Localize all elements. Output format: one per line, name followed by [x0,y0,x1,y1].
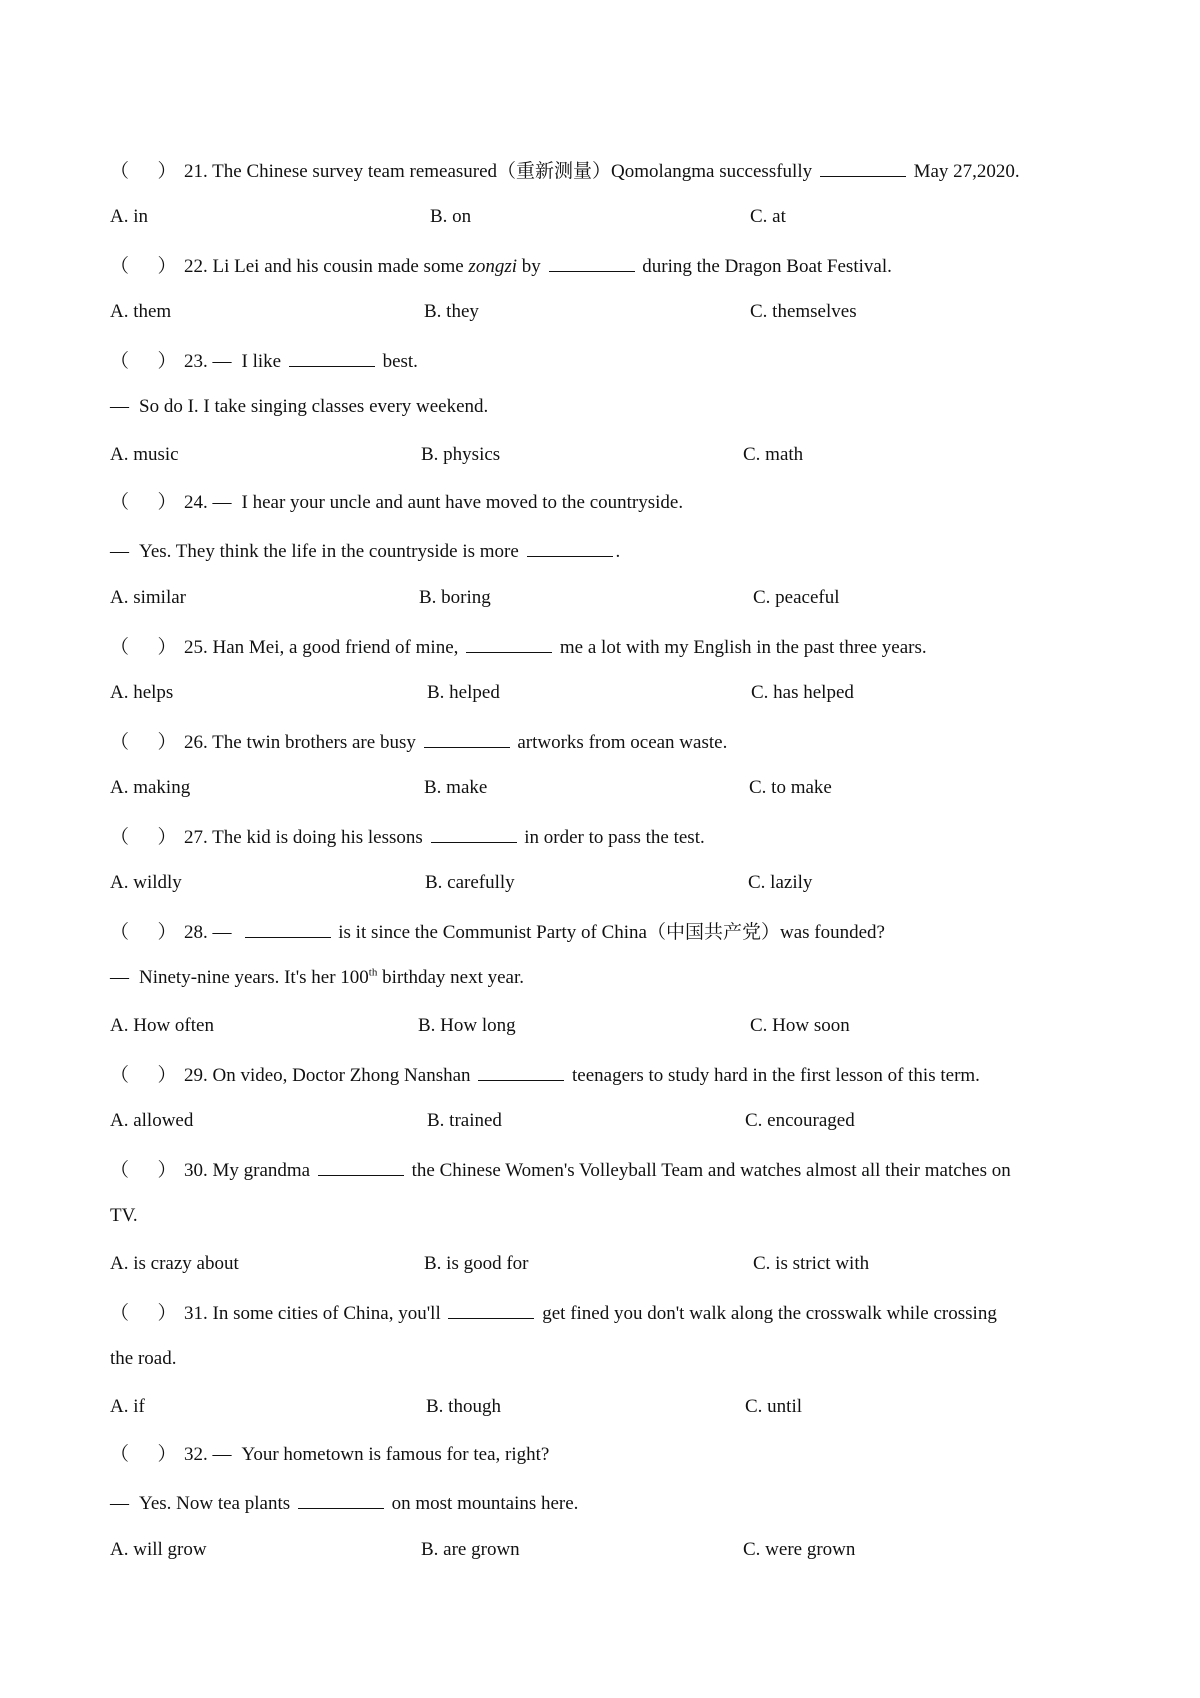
option-b[interactable]: B. trained [427,1110,502,1131]
option-b[interactable]: B. How long [418,1015,516,1036]
question-28 [110,919,885,945]
question-number: 22. [184,256,208,277]
answer-bracket[interactable]: （ ） [110,1160,177,1181]
question-25 [110,634,927,660]
question-32 [110,1443,549,1467]
option-a[interactable]: A. wildly [110,872,182,893]
question-27 [110,824,705,850]
reply-text: So do I. I take singing classes every weekend. [139,396,489,417]
option-a[interactable]: A. if [110,1396,145,1417]
option-b[interactable]: B. physics [421,444,501,465]
question-stem-end: the Chinese Women's Volleyball Team and watches almost all their matches on [411,1160,1011,1181]
answer-bracket[interactable]: （ ） [110,827,177,848]
dialogue-dash: — [212,1444,232,1465]
option-c[interactable]: C. has helped [751,682,854,703]
option-a[interactable]: A. is crazy about [110,1253,239,1274]
answer-blank [431,824,517,843]
answer-blank [478,1062,564,1081]
option-b[interactable]: B. is good for [424,1253,529,1274]
answer-bracket[interactable]: （ ） [110,732,177,753]
option-b[interactable]: B. helped [427,682,500,703]
question-30-wrap: TV. [110,1205,138,1226]
question-stem: In some cities of China, you'll [212,1303,441,1324]
option-c[interactable]: C. until [745,1396,803,1417]
answer-blank [466,634,552,653]
dialogue-dash: — [110,1493,129,1514]
answer-bracket[interactable]: （ ） [110,922,177,943]
dialogue-dash: — [110,541,129,562]
question-stem: The twin brothers are busy [212,732,416,753]
option-b[interactable]: B. though [426,1396,501,1417]
option-b[interactable]: B. on [430,206,472,227]
answer-blank [549,253,635,272]
answer-bracket[interactable]: （ ） [110,637,177,658]
option-a[interactable]: A. similar [110,587,186,608]
question-stem-end: May 27,2020. [913,161,1020,182]
dialogue-dash: — [110,396,129,417]
question-28-reply [110,966,524,990]
question-number: 28. [184,922,208,943]
question-stem-end: is it since the Communist Party of China（中国共产党）was founded? [338,922,885,943]
question-29 [110,1062,980,1088]
option-c[interactable]: C. themselves [750,301,857,322]
question-21 [110,158,1020,184]
question-22 [110,253,892,279]
question-italic-word: zongzi [468,256,517,277]
question-number: 26. [184,732,208,753]
question-31 [110,1300,997,1326]
answer-bracket[interactable]: （ ） [110,1303,177,1324]
answer-bracket[interactable]: （ ） [110,1444,177,1465]
option-a[interactable]: A. will grow [110,1539,207,1560]
option-c[interactable]: C. lazily [748,872,813,893]
answer-blank [245,919,331,938]
question-stem-end: artworks from ocean waste. [517,732,728,753]
option-c[interactable]: C. to make [749,777,832,798]
option-a[interactable]: A. music [110,444,179,465]
answer-blank [298,1490,384,1509]
answer-blank [527,538,613,557]
question-23-reply [110,395,488,419]
question-stem: Your hometown is famous for tea, right? [241,1444,550,1465]
question-number: 30. [184,1160,208,1181]
option-c[interactable]: C. peaceful [753,587,840,608]
reply-end: . [615,541,621,562]
option-a[interactable]: A. How often [110,1015,214,1036]
question-stem: Li Lei and his cousin made some [212,256,464,277]
question-number: 31. [184,1303,208,1324]
question-24-reply [110,538,620,564]
answer-bracket[interactable]: （ ） [110,256,177,277]
reply-end: on most mountains here. [391,1493,579,1514]
question-24 [110,491,683,515]
option-a[interactable]: A. them [110,301,172,322]
question-31-wrap: the road. [110,1348,177,1369]
question-stem: I like [241,351,282,372]
question-stem: I hear your uncle and aunt have moved to the countryside. [241,492,684,513]
option-c[interactable]: C. were grown [743,1539,856,1560]
option-c[interactable]: C. is strict with [753,1253,870,1274]
option-a[interactable]: A. in [110,206,148,227]
question-stem-end: in order to pass the test. [524,827,705,848]
answer-bracket[interactable]: （ ） [110,1065,177,1086]
question-stem: My grandma [212,1160,311,1181]
option-c[interactable]: C. math [743,444,804,465]
question-stem-end: during the Dragon Boat Festival. [642,256,892,277]
dialogue-dash: — [212,922,232,943]
question-stem: The Chinese survey team remeasured（重新测量）Qomolangma successfully [212,161,813,182]
answer-blank [448,1300,534,1319]
option-a[interactable]: A. helps [110,682,174,703]
question-number: 27. [184,827,208,848]
option-c[interactable]: C. encouraged [745,1110,855,1131]
question-number: 32. [184,1444,208,1465]
reply-end: birthday next year. [382,967,525,988]
option-a[interactable]: A. making [110,777,191,798]
question-stem-end: me a lot with my English in the past three years. [559,637,927,658]
option-b[interactable]: B. are grown [421,1539,520,1560]
answer-bracket[interactable]: （ ） [110,161,177,182]
reply-text: Ninety-nine years. It's her 100 [139,967,369,988]
answer-bracket[interactable]: （ ） [110,492,177,513]
answer-blank [318,1157,404,1176]
question-stem-mid: by [521,256,541,277]
question-30 [110,1157,1011,1183]
question-number: 21. [184,161,208,182]
question-23 [110,348,418,374]
question-stem-end: teenagers to study hard in the first lesson of this term. [572,1065,980,1086]
option-c[interactable]: C. How soon [750,1015,850,1036]
question-stem-end: best. [382,351,418,372]
reply-text: Yes. They think the life in the countryside is more [139,541,519,562]
question-stem: Han Mei, a good friend of mine, [212,637,459,658]
answer-blank [820,158,906,177]
option-c[interactable]: C. at [750,206,786,227]
dialogue-dash: — [212,351,232,372]
reply-text: Yes. Now tea plants [139,1493,291,1514]
question-number: 25. [184,637,208,658]
option-a[interactable]: A. allowed [110,1110,194,1131]
option-b[interactable]: B. they [424,301,479,322]
superscript-th: th [368,966,378,979]
question-26 [110,729,727,755]
option-b[interactable]: B. boring [419,587,491,608]
answer-blank [424,729,510,748]
option-b[interactable]: B. carefully [425,872,515,893]
question-number: 23. [184,351,208,372]
question-number: 29. [184,1065,208,1086]
answer-bracket[interactable]: （ ） [110,351,177,372]
question-stem: On video, Doctor Zhong Nanshan [212,1065,471,1086]
question-number: 24. [184,492,208,513]
question-32-reply [110,1490,578,1516]
question-stem: The kid is doing his lessons [212,827,423,848]
answer-blank [289,348,375,367]
dialogue-dash: — [212,492,232,513]
dialogue-dash: — [110,967,129,988]
option-b[interactable]: B. make [424,777,488,798]
question-stem-end: get fined you don't walk along the crosswalk while crossing [542,1303,997,1324]
